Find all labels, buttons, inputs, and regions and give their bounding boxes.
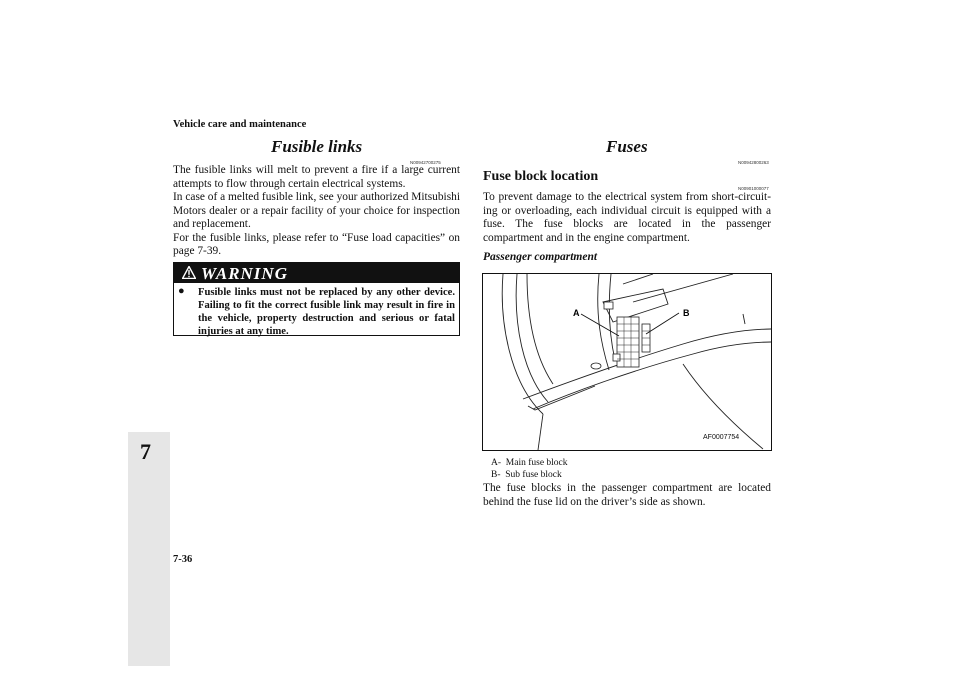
caption-list — [491, 457, 568, 481]
section-title-fuses: Fuses — [606, 137, 648, 156]
closing-paragraph: The fuse blocks in the passenger compartment are located behind the fuse lid on the driver’s side as shown. — [483, 482, 771, 508]
section-code: N00942700275 — [410, 160, 441, 165]
chapter-number: 7 — [140, 439, 151, 464]
subsection-code: N00901000077 — [738, 186, 769, 191]
section-title-fusible-links: Fusible links — [271, 137, 363, 156]
left-body — [173, 164, 460, 259]
fuses-paragraph: To prevent damage to the electrical system from short-circuit-ing or overloading, each individual circuit is equipped with a fuse. The fuse blocks are located in the passenger compartment and in the engine compartment. — [483, 191, 771, 244]
dashboard-illustration — [483, 274, 772, 451]
warning-header — [174, 263, 459, 283]
caption-item: B- Sub fuse block — [491, 470, 562, 480]
warning-text: Fusible links must not be replaced by any other device. Failing to fit the correct fusible link may result in fire in the vehicle, property destruction and serious or fatal injuries at any time. — [198, 287, 455, 337]
caption-item: A- Main fuse block — [491, 458, 568, 468]
fuse-location-figure — [482, 273, 772, 451]
paragraph: The fusible links will melt to prevent a fire if a large current attempts to flow through certain electrical systems. — [173, 164, 460, 190]
label-a: A — [573, 308, 580, 318]
figure-code: AF0007754 — [703, 434, 740, 441]
passenger-compartment-heading: Passenger compartment — [483, 251, 598, 263]
bullet-icon: ● — [178, 285, 185, 297]
warning-title: WARNING — [201, 264, 288, 283]
running-header: Vehicle care and maintenance — [173, 119, 307, 130]
label-b: B — [683, 308, 690, 318]
section-code: N00942800263 — [738, 160, 769, 165]
paragraph: In case of a melted fusible link, see your authorized Mitsubishi Motors dealer or a repair facility of your choice for inspection and replacement. — [173, 191, 460, 230]
paragraph: For the fusible links, please refer to “Fuse load capacities” on page 7-39. — [173, 231, 460, 257]
page-number: 7-36 — [173, 554, 193, 565]
subsection-title: Fuse block location — [483, 169, 599, 184]
chapter-tab — [128, 432, 170, 666]
warning-triangle-icon — [182, 266, 196, 279]
warning-box — [173, 262, 460, 336]
